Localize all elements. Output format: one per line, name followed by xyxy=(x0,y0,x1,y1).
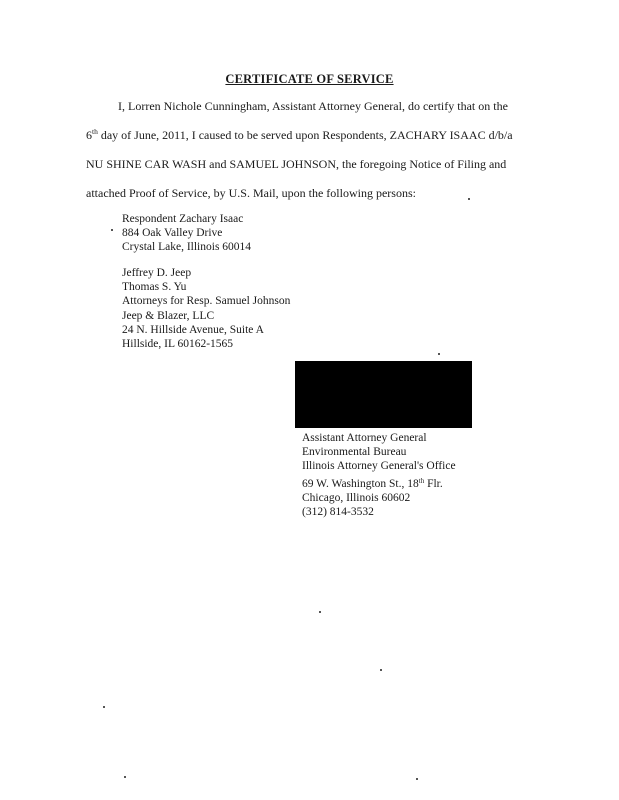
scan-speck xyxy=(438,353,440,355)
recipient-attorney-name: Thomas S. Yu xyxy=(122,281,187,294)
signer-city: Chicago, Illinois 60602 xyxy=(302,491,411,504)
signer-phone: (312) 814-3532 xyxy=(302,506,374,519)
recipient-street: 24 N. Hillside Avenue, Suite A xyxy=(122,323,264,336)
scan-speck xyxy=(124,776,126,778)
signer-title: Assistant Attorney General xyxy=(302,432,427,444)
signer-bureau: Environmental Bureau xyxy=(302,446,407,459)
signer-street: 69 W. Washington St., 18th Flr. xyxy=(302,476,443,490)
recipient-address-block xyxy=(122,266,290,351)
scan-speck xyxy=(319,611,321,613)
redacted-signature-box xyxy=(295,361,472,428)
scan-speck xyxy=(468,198,470,200)
scan-speck xyxy=(416,778,418,780)
signature-block xyxy=(302,431,456,519)
recipient-attorney-role: Attorneys for Resp. Samuel Johnson xyxy=(122,295,291,308)
recipient-address-block xyxy=(122,212,251,255)
scan-speck xyxy=(111,229,113,231)
body-line-1: I, Lorren Nichole Cunningham, Assistant Attorney General, do certify that on the xyxy=(118,99,508,113)
document-title: CERTIFICATE OF SERVICE xyxy=(225,72,394,86)
recipient-street: 884 Oak Valley Drive xyxy=(122,227,223,240)
signer-office: Illinois Attorney General's Office xyxy=(302,460,456,473)
recipient-firm: Jeep & Blazer, LLC xyxy=(122,309,215,322)
scan-speck xyxy=(380,669,382,671)
recipient-attorney-name: Jeffrey D. Jeep xyxy=(122,267,192,279)
service-day: 6 xyxy=(86,128,92,142)
recipient-name: Respondent Zachary Isaac xyxy=(122,213,244,225)
recipient-city: Crystal Lake, Illinois 60014 xyxy=(122,241,252,254)
scan-speck xyxy=(103,706,105,708)
recipient-city: Hillside, IL 60162-1565 xyxy=(122,338,234,351)
body-line-3: NU SHINE CAR WASH and SAMUEL JOHNSON, the foregoing Notice of Filing and xyxy=(86,157,507,171)
body-line-4: attached Proof of Service, by U.S. Mail, upon the following persons: xyxy=(86,186,416,200)
body-line-2-rest: day of June, 2011, I caused to be served upon Respondents, ZACHARY ISAAC d/b/a xyxy=(97,128,513,142)
body-line-2 xyxy=(86,127,513,143)
service-day-suffix: th xyxy=(92,127,98,136)
